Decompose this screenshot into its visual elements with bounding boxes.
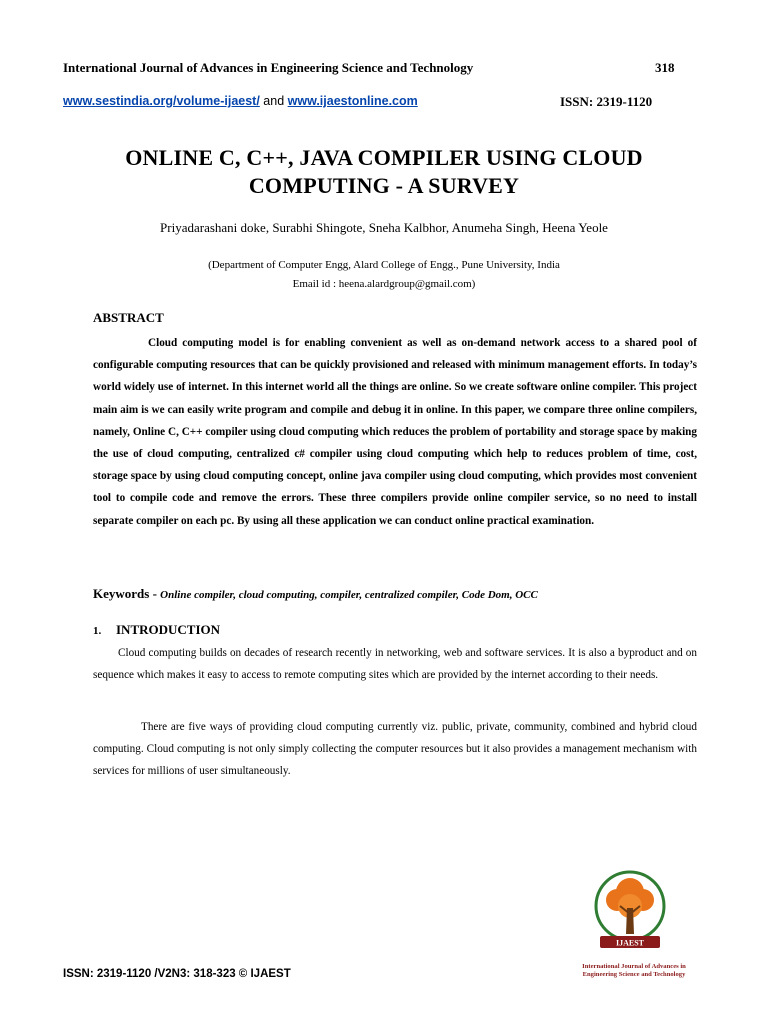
abstract-heading: ABSTRACT bbox=[93, 310, 164, 325]
logo-caption-line-2: Engineering Science and Technology bbox=[582, 971, 686, 978]
section-title: INTRODUCTION bbox=[116, 622, 221, 637]
paper-title-line-2: COMPUTING - A SURVEY bbox=[248, 173, 520, 198]
section-number: 1. bbox=[93, 625, 102, 637]
email: Email id : heena.alardgroup@gmail.com) bbox=[292, 278, 476, 290]
keywords-label: Keywords - bbox=[93, 586, 161, 601]
paper-title-line-1: ONLINE C, C++, JAVA COMPILER USING CLOUD bbox=[125, 145, 643, 170]
authors: Priyadarashani doke, Surabhi Shingote, Sneha Kalbhor, Anumeha Singh, Heena Yeole bbox=[160, 220, 608, 235]
introduction-paragraph-2: There are five ways of providing cloud computing currently viz. public, private, community, combined and hybrid cloud computing. Cloud computing is not only simply collecting the computer resources but it also provides a management mechanism with services for millions of user simultaneously. bbox=[93, 721, 697, 778]
journal-title: International Journal of Advances in Engineering Science and Technology bbox=[63, 60, 474, 75]
keywords bbox=[93, 586, 538, 602]
issn-header: ISSN: 2319-1120 bbox=[560, 94, 653, 109]
footer-issn: ISSN: 2319-1120 /V2N3: 318-323 © IJAEST bbox=[63, 968, 291, 980]
introduction-paragraph-1: Cloud computing builds on decades of research recently in networking, web and software services. It is also a byproduct and on sequence which makes it easy to access to remote computing sites which are provided by the internet according to their needs. bbox=[93, 647, 697, 682]
sestindia-link[interactable]: www.sestindia.org/volume-ijaest/ bbox=[63, 94, 260, 108]
link-joiner: and bbox=[259, 94, 288, 108]
ijaest-logo bbox=[590, 868, 670, 958]
paper-title bbox=[70, 144, 698, 200]
header-links bbox=[63, 94, 418, 108]
logo-caption-line-1: International Journal of Advances in bbox=[582, 963, 686, 970]
tree-icon bbox=[606, 878, 654, 934]
keywords-list: Online compiler, cloud computing, compiler, centralized compiler, Code Dom, OCC bbox=[160, 589, 538, 601]
logo-caption bbox=[564, 963, 704, 979]
affiliation: (Department of Computer Engg, Alard College of Engg., Pune University, India bbox=[208, 259, 560, 271]
page-number: 318 bbox=[655, 60, 675, 75]
introduction-heading bbox=[93, 622, 220, 638]
ijaestonline-link[interactable]: www.ijaestonline.com bbox=[287, 94, 418, 108]
abstract-body: Cloud computing model is for enabling convenient as well as on-demand network access to a shared pool of configurable computing resources that can be quickly provisioned and released with minimum management efforts. In today’s world widely use of internet. In this internet world all the things are online. So we create software online compiler. This project main aim is we can easily write program and compile and debug it in online. In this paper, we compare three online compilers, namely, Online C, C++ compiler using cloud computing which reduces the problem of portability and storage space by making the use of cloud computing, centralized c# compiler using cloud computing which help to reduces problem of time, cost, storage space by using cloud computing concept, online java compiler using cloud computing, which provides most convenient tool to compile code and remove the errors. These three compilers provide online compiler service, so no need to install separate compiler on each pc. By using all these application we can conduct online practical examination. bbox=[93, 337, 697, 527]
logo-banner-text: IJAEST bbox=[615, 938, 645, 948]
